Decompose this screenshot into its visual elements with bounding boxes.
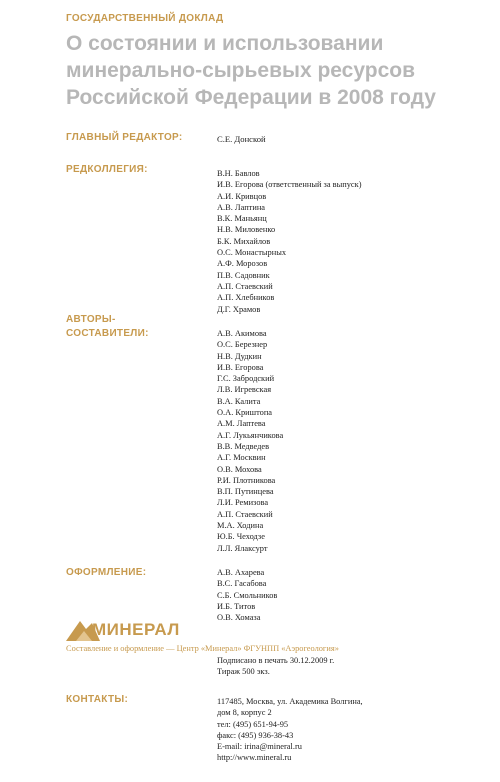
list-item: А.Г. Лукьянчикова (217, 430, 284, 440)
contacts-list (217, 696, 363, 764)
website-link[interactable]: http://www.mineral.ru (217, 753, 292, 763)
title-line: О состоянии и использовании (66, 32, 384, 55)
list-item: О.В. Мохова (217, 464, 262, 474)
list-item: А.П. Стаевский (217, 509, 273, 519)
list-item: И.В. Егорова (ответственный за выпуск) (217, 180, 362, 190)
list-item: А.Г. Москвин (217, 453, 266, 463)
editor-label: ГЛАВНЫЙ РЕДАКТОР: (66, 132, 183, 143)
list-item: А.В. Ахарева (217, 568, 265, 577)
print-info (217, 655, 334, 677)
list-item: Л.Л. Ялаксурт (217, 543, 268, 553)
circulation: Тираж 500 экз. (217, 667, 270, 676)
list-item: Л.И. Ремизова (217, 498, 269, 508)
design-label: ОФОРМЛЕНИЕ: (66, 567, 147, 578)
list-item: В.П. Путинцева (217, 487, 274, 497)
list-item: Н.В. Миловенко (217, 225, 276, 235)
list-item: Ю.Б. Чеходзе (217, 532, 265, 542)
logo-text: МИНЕРАЛ (92, 620, 180, 639)
authors-list (217, 328, 283, 554)
list-item: О.В. Хомаза (217, 613, 261, 623)
report-title (66, 30, 486, 111)
list-item: Д.Г. Храмов (217, 304, 261, 314)
contact-line: дом 8, корпус 2 (217, 708, 272, 718)
list-item: Р.И. Плотникова (217, 475, 276, 485)
editor-name: С.Е. Донской (217, 134, 266, 144)
list-item: С.Б. Смольников (217, 590, 278, 600)
list-item: О.А. Криштопа (217, 408, 273, 418)
title-line: Российской Федерации в 2008 году (66, 86, 436, 109)
list-item: И.Б. Титов (217, 601, 256, 611)
list-item: Н.В. Дудкин (217, 351, 262, 361)
list-item: А.В. Акимова (217, 329, 267, 338)
list-item: А.П. Стаевский (217, 281, 273, 291)
production-line: Составление и оформление — Центр «Минерал» ФГУНПП «Аэрогеология» (66, 644, 339, 653)
design-list (217, 567, 277, 623)
list-item: М.А. Ходина (217, 521, 264, 531)
list-item: А.И. Кривцов (217, 191, 267, 201)
list-item: Г.С. Забродский (217, 374, 275, 384)
list-item: А.В. Лаптина (217, 202, 266, 212)
contact-line: тел: (495) 651-94-95 (217, 719, 289, 729)
report-kicker: ГОСУДАРСТВЕННЫЙ ДОКЛАД (66, 13, 224, 24)
board-list (217, 168, 362, 315)
authors-label (66, 313, 149, 341)
list-item: О.С. Монастырных (217, 248, 287, 258)
title-line: минерально-сырьевых ресурсов (66, 59, 416, 82)
list-item: В.В. Медведев (217, 441, 270, 451)
list-item: В.А. Калита (217, 396, 261, 406)
board-label: РЕДКОЛЛЕГИЯ: (66, 164, 148, 175)
list-item: Б.К. Михайлов (217, 236, 271, 246)
contact-line: факс: (495) 936-38-43 (217, 730, 294, 740)
list-item: А.П. Хлебников (217, 293, 275, 303)
list-item: П.В. Садовник (217, 270, 270, 280)
list-item: В.С. Гасабова (217, 579, 267, 589)
list-item: В.Н. Бавлов (217, 169, 260, 178)
authors-label-line: СОСТАВИТЕЛИ: (66, 328, 149, 339)
list-item: В.К. Маньянц (217, 214, 267, 224)
email-link[interactable]: E-mail: irina@mineral.ru (217, 742, 302, 752)
authors-label-line: АВТОРЫ- (66, 314, 116, 325)
list-item: И.В. Егорова (217, 362, 264, 372)
signed-date: Подписано в печать 30.12.2009 г. (217, 656, 335, 665)
list-item: А.М. Лаптева (217, 419, 266, 429)
list-item: Л.В. Игревская (217, 385, 272, 395)
list-item: А.Ф. Морозов (217, 259, 268, 269)
list-item: О.С. Березнер (217, 340, 268, 350)
contact-line: 117485, Москва, ул. Академика Волгина, (217, 697, 363, 706)
contacts-label: КОНТАКТЫ: (66, 694, 129, 705)
